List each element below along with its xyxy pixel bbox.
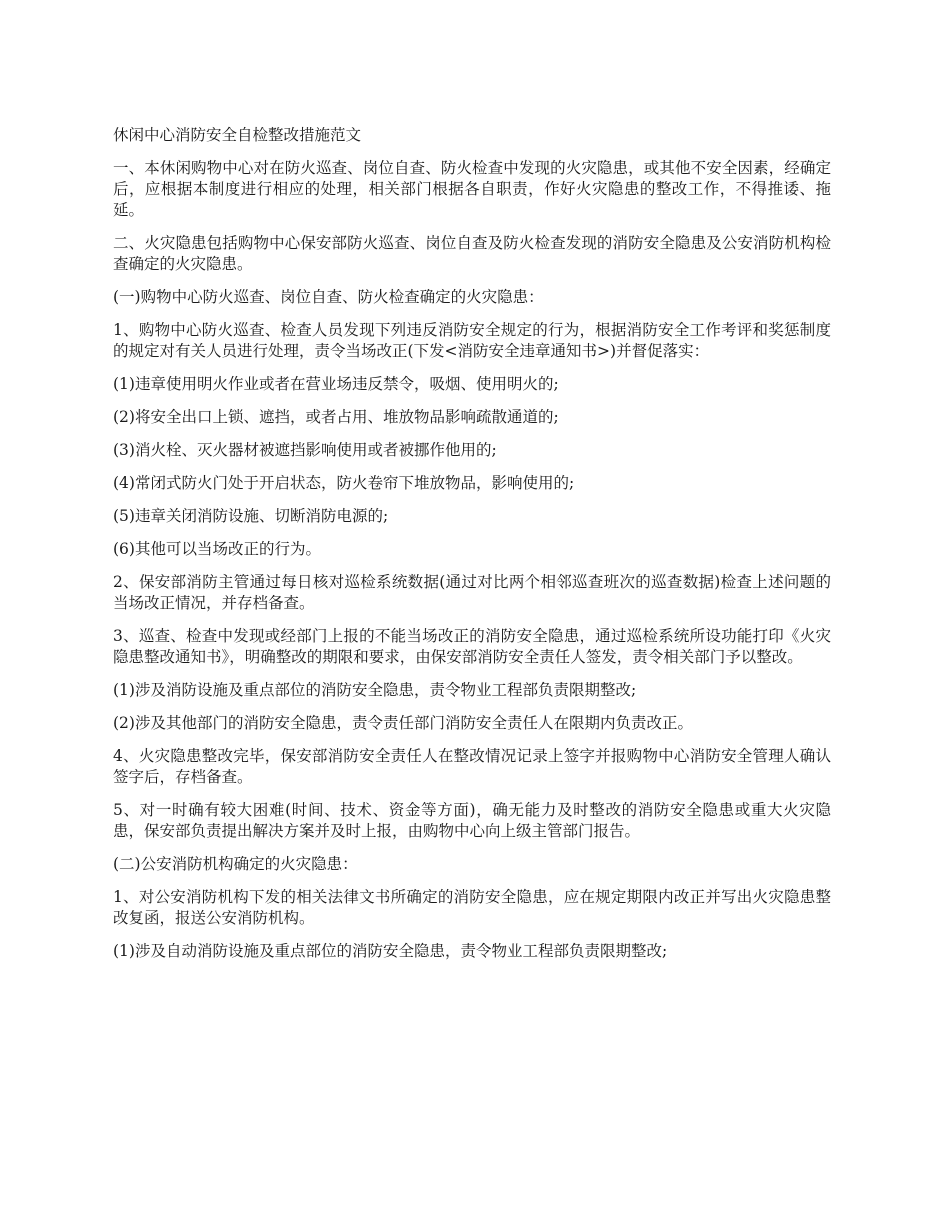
- paragraph: 1、购物中心防火巡查、检查人员发现下列违反消防安全规定的行为，根据消防安全工作考评和奖惩制度的规定对有关人员进行处理，责令当场改正(下发<消防安全违章通知书>)并督促落实：: [113, 321, 831, 360]
- paragraph: 1、对公安消防机构下发的相关法律文书所确定的消防安全隐患，应在规定期限内改正并写出火灾隐患整改复函，报送公安消防机构。: [113, 888, 831, 927]
- paragraph: 2、保安部消防主管通过每日核对巡检系统数据(通过对比两个相邻巡查班次的巡查数据)检查上述问题的当场改正情况，并存档备查。: [113, 573, 831, 612]
- paragraph: (2)将安全出口上锁、遮挡，或者占用、堆放物品影响疏散通道的;: [113, 408, 559, 426]
- document-page: [113, 125, 831, 974]
- paragraph: (2)涉及其他部门的消防安全隐患，责令责任部门消防安全责任人在限期内负责改正。: [113, 714, 693, 732]
- paragraph: 一、本休闲购物中心对在防火巡查、岗位自查、防火检查中发现的火灾隐患，或其他不安全因素，经确定后，应根据本制度进行相应的处理，相关部门根据各自职责，作好火灾隐患的整改工作，不得推诿、拖延。: [113, 159, 831, 219]
- paragraph: 二、火灾隐患包括购物中心保安部防火巡查、岗位自查及防火检查发现的消防安全隐患及公安消防机构检查确定的火灾隐患。: [113, 234, 831, 273]
- paragraph: 5、对一时确有较大困难(时间、技术、资金等方面)，确无能力及时整改的消防安全隐患或重大火灾隐患，保安部负责提出解决方案并及时上报，由购物中心向上级主管部门报告。: [113, 801, 831, 840]
- document-title: 休闲中心消防安全自检整改措施范文: [113, 126, 362, 144]
- paragraph: (1)涉及自动消防设施及重点部位的消防安全隐患，责令物业工程部负责限期整改;: [113, 942, 668, 960]
- paragraph: (4)常闭式防火门处于开启状态，防火卷帘下堆放物品，影响使用的;: [113, 474, 575, 492]
- paragraph: (6)其他可以当场改正的行为。: [113, 540, 321, 558]
- paragraph: (一)购物中心防火巡查、岗位自查、防火检查确定的火灾隐患：: [113, 288, 544, 306]
- paragraph: (5)违章关闭消防设施、切断消防电源的;: [113, 507, 389, 525]
- paragraph: (3)消火栓、灭火器材被遮挡影响使用或者被挪作他用的;: [113, 441, 497, 459]
- paragraph: 3、巡查、检查中发现或经部门上报的不能当场改正的消防安全隐患，通过巡检系统所设功能打印《火灾隐患整改通知书》，明确整改的期限和要求，由保安部消防安全责任人签发，责令相关部门予以整改。: [113, 627, 831, 666]
- paragraph: (1)违章使用明火作业或者在营业场违反禁令，吸烟、使用明火的;: [113, 375, 559, 393]
- paragraph: (二)公安消防机构确定的火灾隐患：: [113, 855, 358, 873]
- paragraph: 4、火灾隐患整改完毕，保安部消防安全责任人在整改情况记录上签字并报购物中心消防安全管理人确认签字后，存档备查。: [113, 747, 831, 786]
- paragraph: (1)涉及消防设施及重点部位的消防安全隐患，责令物业工程部负责限期整改;: [113, 681, 637, 699]
